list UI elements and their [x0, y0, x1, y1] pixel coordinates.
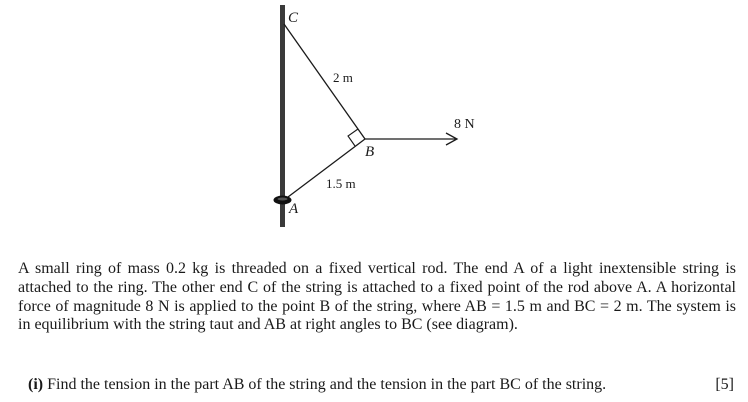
label-length-ab: 1.5 m [326, 176, 356, 191]
label-point-a: A [289, 201, 299, 217]
vertical-rod [280, 5, 285, 227]
question-text: Find the tension in the part AB of the string and the tension in the part BC of the string. [47, 376, 607, 393]
question-row [28, 375, 736, 394]
label-force: 8 N [454, 117, 475, 132]
question-number: (i) [28, 376, 44, 393]
label-point-c: C [288, 10, 299, 26]
ring-highlight [278, 198, 288, 201]
question-marks: [5] [715, 376, 734, 393]
label-point-b: B [365, 144, 375, 160]
problem-statement: A small ring of mass 0.2 kg is threaded on a fixed vertical rod. The end A of a light inextensible string is attached to the ring. The other end C of the string is attached to a fixed point of the rod above A. A horizontal force of magnitude 8 N is applied to the point B of the string, where AB = 1.5 m and BC = 2 m. The system is in equilibrium with the string taut and AB at right angles to BC (see diagram). [18, 260, 736, 334]
right-angle-marker [348, 129, 358, 146]
label-length-bc: 2 m [333, 70, 353, 85]
